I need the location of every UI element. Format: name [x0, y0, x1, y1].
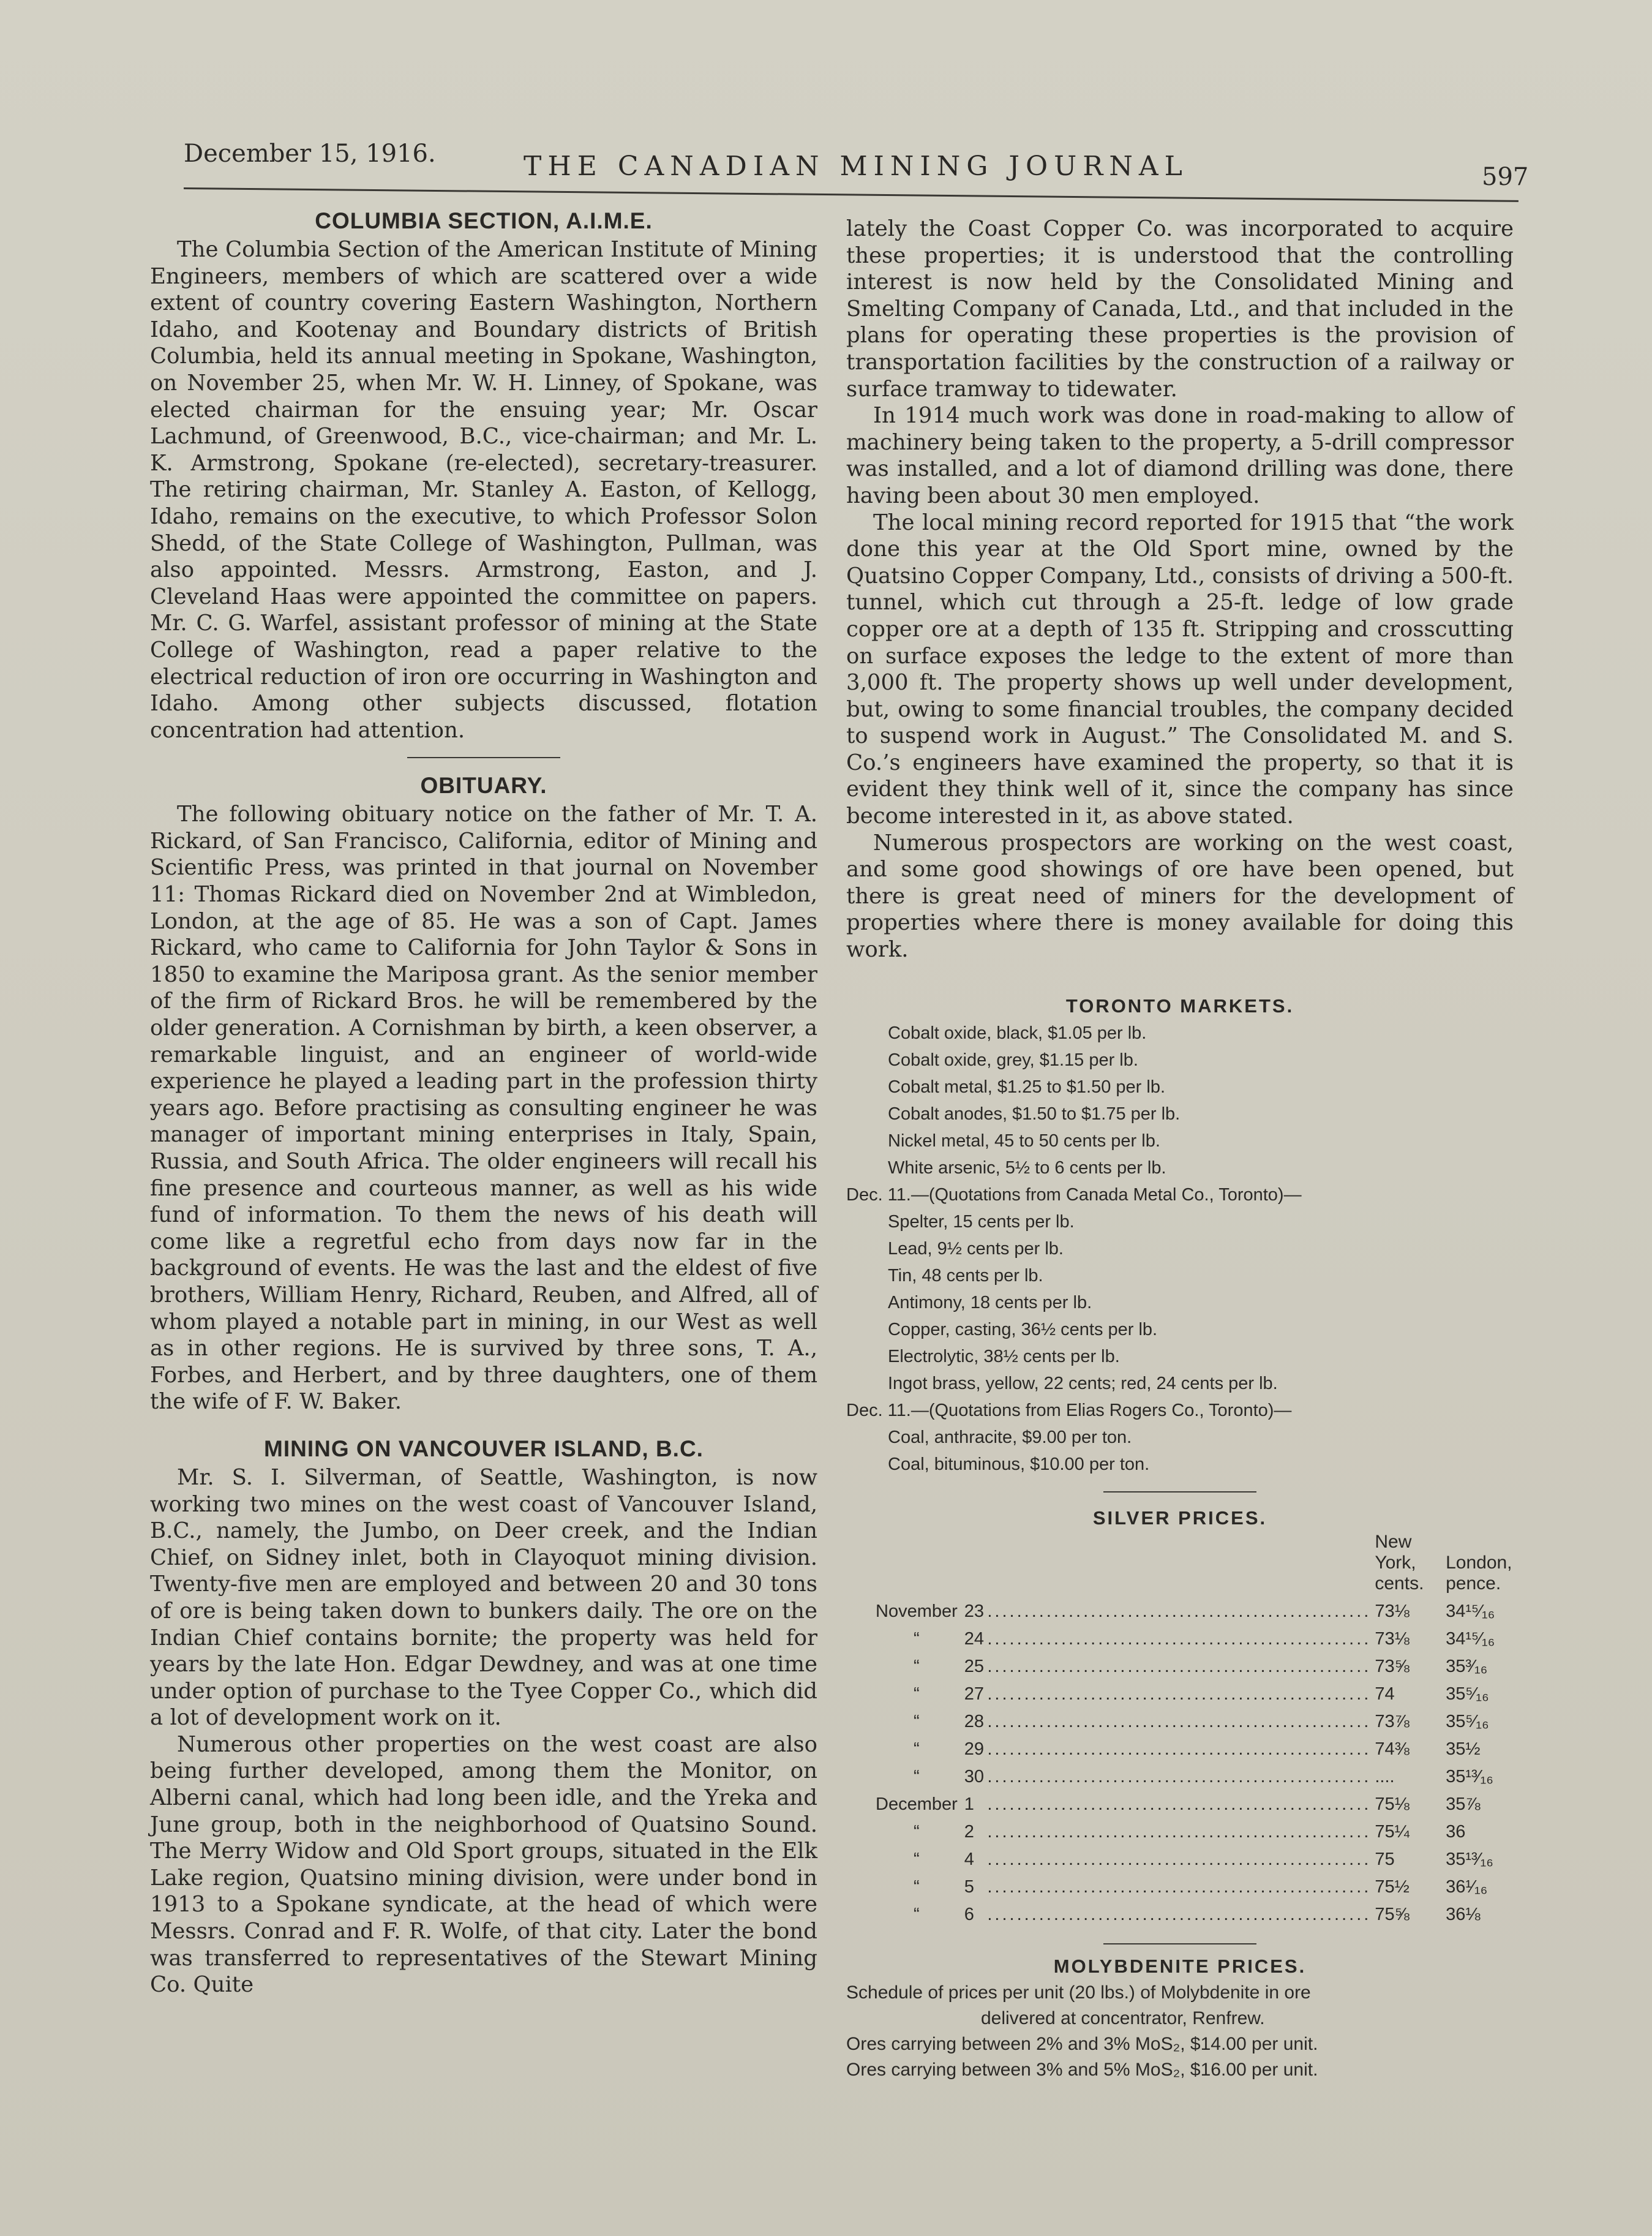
- silver-prices-table: [876, 1532, 1514, 1925]
- silver-month: November: [876, 1601, 958, 1621]
- silver-london-price: 36⅛: [1446, 1904, 1481, 1924]
- silver-london-price: 36: [1446, 1821, 1466, 1842]
- table-row: [876, 1732, 1514, 1760]
- leader-dots: ....................................................: [987, 1628, 1372, 1649]
- silver-month: “: [914, 1711, 920, 1731]
- silver-heading: SILVER PRICES.: [1092, 1507, 1267, 1529]
- silver-day: 24: [964, 1628, 984, 1649]
- silver-new-york-price: 74⅜: [1375, 1739, 1410, 1759]
- silver-day: 4: [964, 1849, 974, 1869]
- table-row: [876, 1787, 1514, 1815]
- section-divider: [407, 757, 560, 758]
- silver-day: 29: [964, 1739, 984, 1759]
- table-header-row: [876, 1532, 1514, 1573]
- silver-day: 2: [964, 1821, 974, 1842]
- leader-dots: ....................................................: [987, 1794, 1372, 1814]
- silver-new-york-price: 73⅝: [1375, 1656, 1410, 1676]
- market-item: Nickel metal, 45 to 50 cents per lb.: [888, 1131, 1160, 1151]
- vancouver-paragraph-1: Mr. S. I. Silverman, of Seattle, Washington, is now working two mines on the west coast of Vancouver Island, B.C., namely, the Jumbo, on Deer creek, and the Indian Chief, on Sidney inlet, both in Clayoquot mining division. Twenty-five men are employed and between 20 and 30 tons of ore is being taken down to bunkers daily. The ore on the Indian Chief contains bornite; the property was held for years by the late Hon. Edgar Dewdney, and was at one time under option of purchase to the Tyee Copper Co., which did a lot of development work on it.: [150, 1464, 817, 1731]
- column-header-london: London,: [1446, 1552, 1512, 1573]
- market-item: Cobalt anodes, $1.50 to $1.75 per lb.: [888, 1104, 1181, 1124]
- silver-new-york-price: 75½: [1375, 1877, 1410, 1897]
- leader-dots: ....................................................: [987, 1766, 1372, 1786]
- table-row: [876, 1622, 1514, 1649]
- silver-london-price: 35⅞: [1446, 1794, 1481, 1814]
- market-item: Copper, casting, 36½ cents per lb.: [888, 1319, 1158, 1339]
- silver-london-price: 35½: [1446, 1739, 1481, 1759]
- columbia-paragraph: The Columbia Section of the American Institute of Mining Engineers, members of which are scattered over a wide extent of country covering Eastern Washington, Northern Idaho, and Kootenay and Boundary districts of British Columbia, held its annual meeting in Spokane, Washington, on November 25, when Mr. W. H. Linney, of Spokane, was elected chairman for the ensuing year; Mr. Oscar Lachmund, of Greenwood, B.C., vice-chairman; and Mr. L. K. Armstrong, Spokane (re-elected), secretary-treasurer. The retiring chairman, Mr. Stanley A. Easton, of Kellogg, Idaho, remains on the executive, to which Professor Solon Shedd, of the State College of Washington, Pullman, was also appointed. Messrs. Armstrong, Easton, and J. Cleveland Haas were appointed the committee on papers. Mr. C. G. Warfel, assistant professor of mining at the State College of Washington, read a paper relative to the electrical reduction of iron ore occurring in Washington and Idaho. Among other subjects discussed, flotation concentration had attention.: [150, 237, 817, 743]
- market-item: Tin, 48 cents per lb.: [888, 1265, 1043, 1286]
- market-item: Electrolytic, 38½ cents per lb.: [888, 1346, 1120, 1366]
- molybdenite-line: Ores carrying between 3% and 5% MoS₂, $16.00 per unit.: [846, 2059, 1318, 2080]
- silver-day: 27: [964, 1684, 984, 1704]
- silver-day: 5: [964, 1877, 974, 1897]
- silver-new-york-price: 74: [1375, 1684, 1395, 1704]
- silver-month: “: [914, 1904, 920, 1924]
- silver-new-york-price: 73⅛: [1375, 1601, 1410, 1621]
- table-row: [876, 1870, 1514, 1897]
- leader-dots: ....................................................: [987, 1684, 1372, 1704]
- silver-london-price: 34¹⁵⁄₁₆: [1446, 1601, 1495, 1621]
- silver-day: 1: [964, 1794, 974, 1814]
- molybdenite-line: Ores carrying between 2% and 3% MoS₂, $14.00 per unit.: [846, 2033, 1318, 2054]
- silver-new-york-price: 75¼: [1375, 1821, 1410, 1842]
- silver-day: 28: [964, 1711, 984, 1731]
- toronto-heading: TORONTO MARKETS.: [1065, 995, 1294, 1017]
- silver-london-price: 35⁵⁄₁₆: [1446, 1711, 1489, 1731]
- silver-new-york-price: 75⅝: [1375, 1904, 1410, 1924]
- table-row: [876, 1649, 1514, 1677]
- column-unit-london: pence.: [1446, 1573, 1501, 1594]
- vancouver-paragraph-4: In 1914 much work was done in road-making to allow of machinery being taken to the property, a 5-drill compressor was installed, and a lot of diamond drilling was done, there having been about 30 men employed.: [846, 403, 1514, 508]
- columbia-heading: COLUMBIA SECTION, A.I.M.E.: [315, 208, 653, 233]
- leader-dots: ....................................................: [987, 1739, 1372, 1759]
- silver-month: “: [914, 1628, 920, 1649]
- silver-month: “: [914, 1766, 920, 1786]
- market-item: Antimony, 18 cents per lb.: [888, 1292, 1092, 1312]
- silver-day: 30: [964, 1766, 984, 1786]
- silver-london-price: 34¹⁵⁄₁₆: [1446, 1628, 1495, 1649]
- silver-day: 6: [964, 1904, 974, 1924]
- silver-london-price: 35¹³⁄₁₆: [1446, 1766, 1493, 1786]
- header-rule: [184, 187, 1519, 202]
- table-row: [876, 1704, 1514, 1732]
- table-row: [876, 1897, 1514, 1925]
- silver-new-york-price: 73⅞: [1375, 1711, 1410, 1731]
- leader-dots: ....................................................: [987, 1601, 1372, 1621]
- silver-month: “: [914, 1877, 920, 1897]
- column-header-new-york: New York,: [1375, 1531, 1416, 1573]
- leader-dots: ....................................................: [987, 1877, 1372, 1897]
- silver-new-york-price: ....: [1375, 1766, 1395, 1786]
- right-column: [846, 216, 1514, 2083]
- silver-new-york-price: 75⅛: [1375, 1794, 1410, 1814]
- toronto-markets-list: [846, 1020, 1514, 1478]
- table-row: [876, 1842, 1514, 1870]
- obituary-paragraph: The following obituary notice on the father of Mr. T. A. Rickard, of San Francisco, California, editor of Mining and Scientific Press, was printed in that journal on November 11: Thomas Rickard died on November 2nd at Wimbledon, London, at the age of 85. He was a son of Capt. James Rickard, who came to California for John Taylor & Sons in 1850 to examine the Mariposa grant. As the senior member of the firm of Rickard Bros. he will be remembered by the older generation. A Cornishman by birth, a keen observer, a remarkable linguist, and an engineer of world-wide experience he played a leading part in the profession thirty years ago. Before practising as consulting engineer he was manager of important mining enterprises in Italy, Spain, Russia, and South Africa. The older engineers will recall his fine presence and courteous manner, as well as his wide fund of information. To them the news of his death will come like a regretful echo from days now far in the background of events. He was the last and the eldest of five brothers, William Henry, Richard, Reuben, and Alfred, all of whom played a notable part in mining, in our West as well as in other regions. He is survived by three sons, T. A., Forbes, and Herbert, and by three daughters, one of them the wife of F. W. Baker.: [150, 802, 817, 1415]
- issue-date: December 15, 1916.: [184, 140, 436, 168]
- obituary-heading: OBITUARY.: [420, 773, 547, 799]
- market-item: Lead, 9½ cents per lb.: [888, 1238, 1064, 1259]
- vancouver-paragraph-3: lately the Coast Copper Co. was incorporated to acquire these properties; it is understood that the controlling interest is now held by the Consolidated Mining and Smelting Company of Canada, Ltd., and that included in the plans for operating these properties is the provision of transportation facilities by the construction of a railway or surface tramway to tidewater.: [846, 216, 1514, 402]
- molybdenite-line: Schedule of prices per unit (20 lbs.) of Molybdenite in ore: [846, 1982, 1311, 2003]
- section-divider: [1103, 1491, 1256, 1493]
- market-item: Coal, anthracite, $9.00 per ton.: [888, 1427, 1132, 1447]
- table-row: [876, 1815, 1514, 1842]
- journal-title: THE CANADIAN MINING JOURNAL: [524, 151, 1188, 182]
- leader-dots: ....................................................: [987, 1904, 1372, 1924]
- page-header: [184, 134, 1531, 201]
- silver-london-price: 35³⁄₁₆: [1446, 1656, 1488, 1676]
- table-header-row: [876, 1573, 1514, 1594]
- quotation-source-line: Dec. 11.—(Quotations from Elias Rogers Co., Toronto)—: [846, 1400, 1292, 1420]
- market-item: Spelter, 15 cents per lb.: [888, 1211, 1075, 1232]
- table-row: [876, 1677, 1514, 1704]
- silver-month: “: [914, 1849, 920, 1869]
- table-row: [876, 1594, 1514, 1622]
- vancouver-paragraph-5: The local mining record reported for 1915 that “the work done this year at the Old Sport mine, owned by the Quatsino Copper Company, Ltd., consists of driving a 500-ft. tunnel, which cut through a 25-ft. ledge of low grade copper ore at a depth of 135 ft. Stripping and crosscutting on surface exposes the ledge to the extent of more than 3,000 ft. The property shows up well under development, but, owing to some financial troubles, the company decided to suspend work in August.” The Consolidated M. and S. Co.’s engineers have examined the property, so that it is evident they think well of it, since the company has since become interested in it, as above stated.: [846, 510, 1514, 829]
- page-number: 597: [1482, 163, 1529, 191]
- silver-day: 23: [964, 1601, 984, 1621]
- market-item: Cobalt oxide, black, $1.05 per lb.: [888, 1023, 1147, 1043]
- molybdenite-text: [846, 1980, 1514, 2083]
- silver-london-price: 36¹⁄₁₆: [1446, 1877, 1488, 1897]
- silver-london-price: 35¹³⁄₁₆: [1446, 1849, 1493, 1869]
- silver-month: “: [914, 1656, 920, 1676]
- market-item: Ingot brass, yellow, 22 cents; red, 24 cents per lb.: [888, 1373, 1278, 1393]
- silver-london-price: 35⁵⁄₁₆: [1446, 1684, 1489, 1704]
- market-item: Cobalt oxide, grey, $1.15 per lb.: [888, 1050, 1138, 1070]
- column-unit-new-york: cents.: [1375, 1573, 1424, 1594]
- molybdenite-heading: MOLYBDENITE PRICES.: [1053, 1955, 1307, 1977]
- molybdenite-line: delivered at concentrator, Renfrew.: [981, 2008, 1265, 2028]
- table-row: [876, 1760, 1514, 1787]
- vancouver-paragraph-6: Numerous prospectors are working on the west coast, and some good showings of ore have been opened, but there is great need of miners for the development of properties where there is money available for doing this work.: [846, 830, 1514, 963]
- silver-month: December: [876, 1794, 958, 1814]
- silver-day: 25: [964, 1656, 984, 1676]
- vancouver-heading: MINING ON VANCOUVER ISLAND, B.C.: [264, 1436, 704, 1461]
- quotation-source-line: Dec. 11.—(Quotations from Canada Metal Co., Toronto)—: [846, 1184, 1302, 1205]
- leader-dots: ....................................................: [987, 1821, 1372, 1842]
- leader-dots: ....................................................: [987, 1711, 1372, 1731]
- leader-dots: ....................................................: [987, 1849, 1372, 1869]
- silver-month: “: [914, 1684, 920, 1704]
- leader-dots: ....................................................: [987, 1656, 1372, 1676]
- silver-month: “: [914, 1739, 920, 1759]
- silver-new-york-price: 73⅛: [1375, 1628, 1410, 1649]
- market-item: Cobalt metal, $1.25 to $1.50 per lb.: [888, 1077, 1166, 1097]
- silver-new-york-price: 75: [1375, 1849, 1395, 1869]
- market-item: Coal, bituminous, $10.00 per ton.: [888, 1454, 1150, 1474]
- silver-month: “: [914, 1821, 920, 1842]
- market-item: White arsenic, 5½ to 6 cents per lb.: [888, 1158, 1166, 1178]
- section-divider: [1103, 1943, 1256, 1944]
- vancouver-paragraph-2: Numerous other properties on the west coast are also being further developed, among them the Monitor, on Alberni canal, which had long been idle, and the Yreka and June group, both in the neighborhood of Quatsino Sound. The Merry Widow and Old Sport groups, situated in the Elk Lake region, Quatsino mining division, were under bond in 1913 to a Spokane syndicate, at the head of which were Messrs. Conrad and F. R. Wolfe, of that city. Later the bond was transferred to representatives of the Stewart Mining Co. Quite: [150, 1731, 817, 1998]
- left-column: [150, 208, 817, 1998]
